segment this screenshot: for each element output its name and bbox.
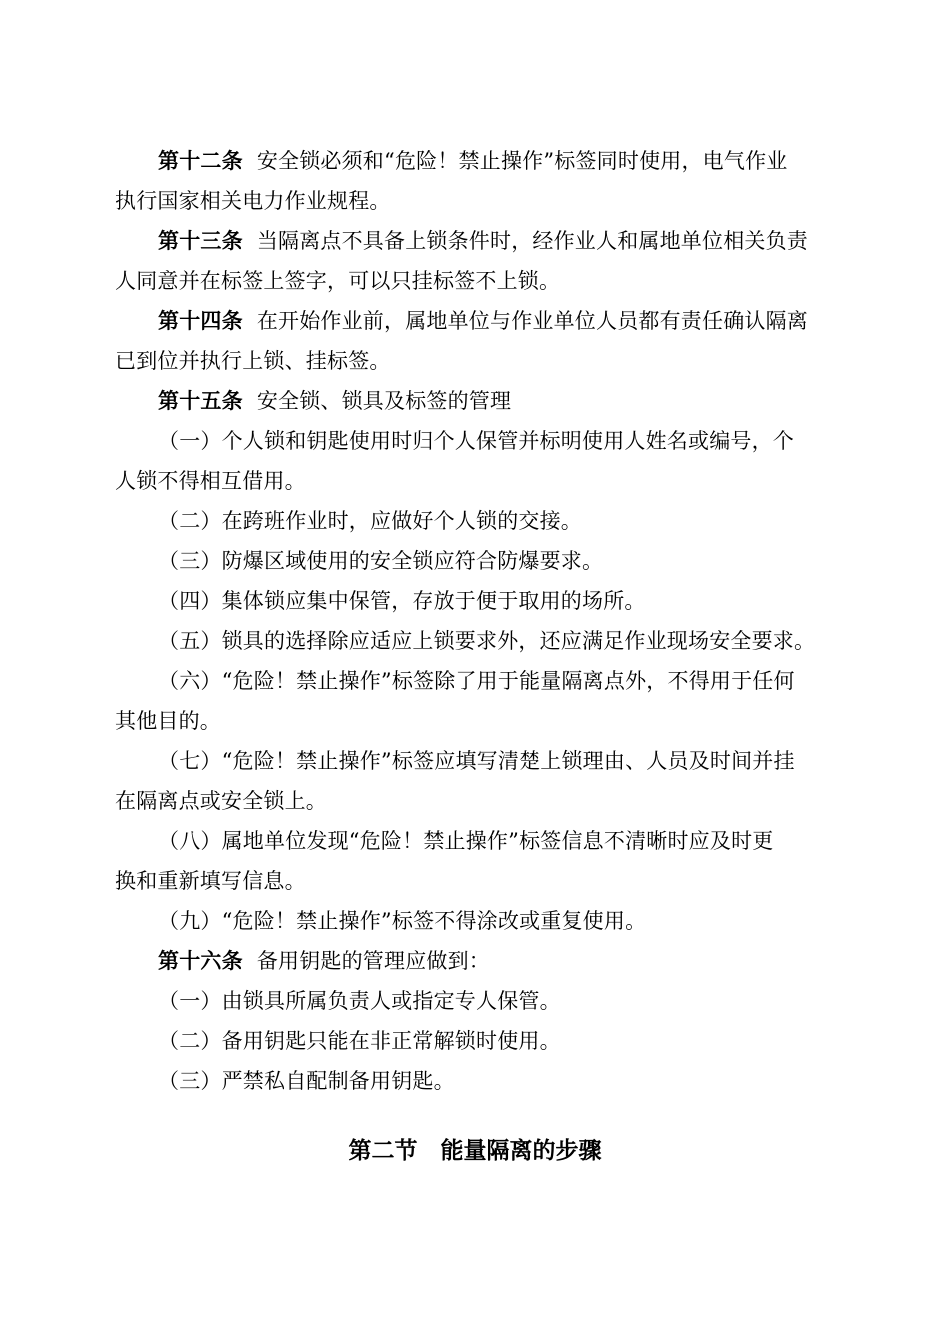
- list-item: （七）“危险！禁止操作”标签应填写清楚上锁理由、人员及时间并挂: [158, 749, 795, 773]
- list-item-continuation: 换和重新填写信息。: [115, 869, 306, 893]
- article-15-number: 第十五条: [158, 389, 243, 413]
- list-item-continuation: 其他目的。: [115, 709, 221, 733]
- list-item-continuation: 在隔离点或安全锁上。: [115, 789, 327, 813]
- list-item: （三）防爆区域使用的安全锁应符合防爆要求。: [158, 549, 604, 573]
- list-item: （六）“危险！禁止操作”标签除了用于能量隔离点外，不得用于任何: [158, 669, 795, 693]
- article-14-text: 在开始作业前，属地单位与作业单位人员都有责任确认隔离: [256, 309, 809, 333]
- article-15-line-1: [158, 388, 511, 414]
- article-12-text: 安全锁必须和“危险！禁止操作”标签同时使用，电气作业: [256, 149, 788, 173]
- list-item: （一）由锁具所属负责人或指定专人保管。: [158, 989, 561, 1013]
- article-12-line-2: 执行国家相关电力作业规程。: [115, 189, 391, 213]
- list-item-continuation: 人锁不得相互借用。: [115, 469, 306, 493]
- article-16-number: 第十六条: [158, 949, 243, 973]
- list-item: （二）在跨班作业时，应做好个人锁的交接。: [158, 509, 582, 533]
- list-item: （八）属地单位发现“危险！禁止操作”标签信息不清晰时应及时更: [158, 829, 774, 853]
- article-13-line-1: [158, 228, 808, 254]
- article-13-text: 当隔离点不具备上锁条件时，经作业人和属地单位相关负责: [256, 229, 809, 253]
- article-15-text: 安全锁、锁具及标签的管理: [256, 389, 512, 413]
- list-item: （九）“危险！禁止操作”标签不得涂改或重复使用。: [158, 909, 647, 933]
- list-item: （四）集体锁应集中保管，存放于便于取用的场所。: [158, 589, 646, 613]
- list-item: （五）锁具的选择除应适应上锁要求外，还应满足作业现场安全要求。: [158, 629, 816, 653]
- article-14-number: 第十四条: [158, 309, 243, 333]
- article-13-line-2: 人同意并在标签上签字，可以只挂标签不上锁。: [115, 269, 561, 293]
- article-12-number: 第十二条: [158, 149, 243, 173]
- list-item: （二）备用钥匙只能在非正常解锁时使用。: [158, 1029, 561, 1053]
- article-16-text: 备用钥匙的管理应做到：: [256, 949, 491, 973]
- article-12-line-1: [158, 148, 787, 174]
- list-item: （三）严禁私自配制备用钥匙。: [158, 1069, 455, 1093]
- article-14-line-1: [158, 308, 808, 334]
- article-13-number: 第十三条: [158, 229, 243, 253]
- article-14-line-2: 已到位并执行上锁、挂标签。: [115, 349, 391, 373]
- section-heading: 第二节 能量隔离的步骤: [348, 1138, 602, 1164]
- list-item: （一）个人锁和钥匙使用时归个人保管并标明使用人姓名或编号，个: [158, 429, 794, 453]
- article-16-line-1: [158, 948, 490, 974]
